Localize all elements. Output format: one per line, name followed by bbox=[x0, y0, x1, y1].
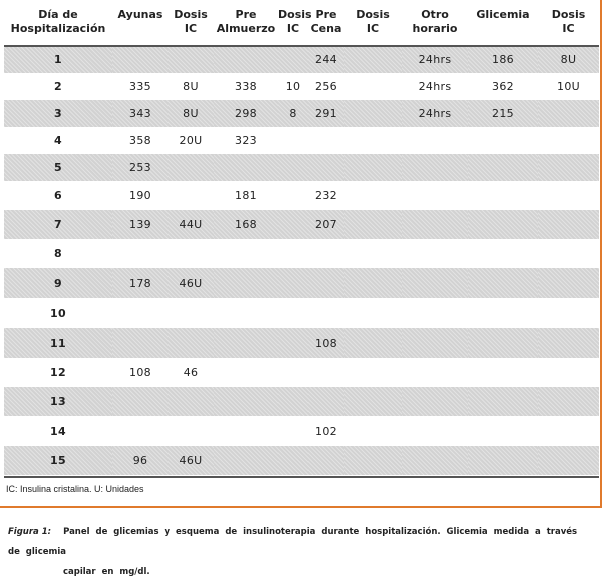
value-cell bbox=[344, 328, 402, 358]
table-row bbox=[4, 239, 599, 268]
day-cell: 10 bbox=[50, 306, 66, 320]
value-cell bbox=[402, 446, 468, 475]
value-cell bbox=[308, 358, 344, 387]
day-cell: 3 bbox=[4, 100, 112, 127]
value-cell bbox=[278, 210, 308, 239]
value-cell: 343 bbox=[112, 100, 168, 127]
value-cell bbox=[344, 154, 402, 181]
value-cell bbox=[344, 46, 402, 73]
value-cell bbox=[402, 416, 468, 446]
value-cell: 215 bbox=[468, 100, 538, 127]
value-cell bbox=[308, 387, 344, 416]
table-body bbox=[4, 46, 599, 475]
value-cell bbox=[344, 358, 402, 387]
value-cell bbox=[278, 387, 308, 416]
value-cell bbox=[112, 416, 168, 446]
value-cell: 207 bbox=[308, 210, 344, 239]
table-row bbox=[4, 181, 599, 210]
value-cell bbox=[402, 239, 468, 268]
value-cell bbox=[344, 100, 402, 127]
value-cell bbox=[214, 416, 278, 446]
value-cell bbox=[168, 239, 214, 268]
caption-line-1: Panel de glicemias y esquema de insulinoterapia durante hospitalización. Glicemia medida a través de glicemia bbox=[8, 527, 578, 557]
value-cell: 186 bbox=[468, 46, 538, 73]
value-cell bbox=[402, 358, 468, 387]
value-cell: 102 bbox=[315, 424, 337, 438]
value-cell bbox=[344, 446, 402, 475]
value-cell: 358 bbox=[129, 134, 151, 147]
table-row bbox=[4, 127, 599, 154]
value-cell bbox=[278, 46, 308, 73]
value-cell bbox=[468, 154, 538, 181]
value-cell bbox=[538, 154, 599, 181]
value-cell bbox=[538, 416, 599, 446]
column-header: Día de Hospitalización bbox=[10, 8, 106, 35]
column-header: Pre Almuerzo bbox=[216, 8, 276, 35]
value-cell bbox=[214, 46, 278, 73]
value-cell bbox=[344, 298, 402, 328]
table-row bbox=[4, 100, 599, 127]
value-cell bbox=[538, 127, 599, 154]
value-cell: 8U bbox=[183, 80, 199, 93]
value-cell bbox=[278, 181, 308, 210]
value-cell bbox=[112, 46, 168, 73]
value-cell bbox=[278, 154, 308, 181]
column-header: Dosis IC bbox=[356, 8, 390, 35]
value-cell bbox=[402, 387, 468, 416]
value-cell bbox=[168, 416, 214, 446]
table-row bbox=[4, 358, 599, 387]
column-header: Dosis IC bbox=[551, 8, 586, 35]
value-cell: 181 bbox=[235, 189, 257, 202]
value-cell: 44U bbox=[168, 210, 214, 239]
value-cell bbox=[402, 210, 468, 239]
value-cell bbox=[344, 127, 402, 154]
value-cell bbox=[278, 328, 308, 358]
value-cell bbox=[344, 239, 402, 268]
value-cell bbox=[168, 298, 214, 328]
value-cell bbox=[278, 298, 308, 328]
value-cell: 108 bbox=[308, 328, 344, 358]
value-cell: 46 bbox=[183, 366, 199, 379]
value-cell bbox=[468, 210, 538, 239]
value-cell bbox=[344, 210, 402, 239]
value-cell bbox=[214, 268, 278, 298]
caption-label: Figura 1: bbox=[8, 527, 52, 537]
value-cell bbox=[344, 268, 402, 298]
table-row bbox=[4, 387, 599, 416]
value-cell bbox=[538, 181, 599, 210]
value-cell: 168 bbox=[214, 210, 278, 239]
value-cell bbox=[308, 239, 344, 268]
value-cell: 24hrs bbox=[418, 80, 452, 93]
value-cell bbox=[168, 387, 214, 416]
value-cell bbox=[278, 268, 308, 298]
value-cell: 20U bbox=[179, 134, 203, 147]
value-cell: 8U bbox=[168, 100, 214, 127]
value-cell: 338 bbox=[235, 80, 257, 93]
value-cell bbox=[168, 181, 214, 210]
value-cell bbox=[112, 298, 168, 328]
value-cell: 24hrs bbox=[402, 100, 468, 127]
day-cell: 6 bbox=[54, 189, 62, 202]
column-header: Otro horario bbox=[412, 8, 458, 35]
day-cell: 5 bbox=[4, 154, 112, 181]
value-cell bbox=[402, 328, 468, 358]
value-cell bbox=[468, 387, 538, 416]
day-cell: 8 bbox=[54, 247, 62, 260]
value-cell bbox=[278, 127, 308, 154]
value-cell: 178 bbox=[112, 268, 168, 298]
value-cell: 139 bbox=[112, 210, 168, 239]
day-cell: 2 bbox=[54, 80, 62, 93]
value-cell bbox=[308, 268, 344, 298]
value-cell: 362 bbox=[492, 80, 514, 93]
column-header: Pre Cena bbox=[310, 8, 342, 35]
value-cell: 10 bbox=[285, 80, 301, 93]
value-cell bbox=[308, 446, 344, 475]
value-cell bbox=[278, 446, 308, 475]
value-cell: 96 bbox=[112, 446, 168, 475]
table-footnote: IC: Insulina cristalina. U: Unidades bbox=[6, 484, 144, 494]
day-cell: 12 bbox=[50, 366, 66, 379]
table-row bbox=[4, 328, 599, 358]
value-cell bbox=[538, 328, 599, 358]
value-cell bbox=[538, 358, 599, 387]
value-cell bbox=[308, 298, 344, 328]
table-row bbox=[4, 298, 599, 328]
value-cell: 232 bbox=[315, 189, 337, 202]
value-cell bbox=[468, 298, 538, 328]
value-cell: 335 bbox=[129, 80, 151, 93]
table-row bbox=[4, 446, 599, 475]
header-row bbox=[4, 6, 599, 46]
value-cell bbox=[468, 358, 538, 387]
table-row bbox=[4, 268, 599, 298]
value-cell: 323 bbox=[235, 134, 257, 147]
value-cell bbox=[168, 328, 214, 358]
value-cell bbox=[278, 358, 308, 387]
table-row bbox=[4, 154, 599, 181]
value-cell bbox=[214, 446, 278, 475]
value-cell bbox=[402, 268, 468, 298]
caption-line-2: capilar en mg/dl. bbox=[63, 567, 150, 577]
glycemia-table bbox=[4, 6, 599, 475]
value-cell: 46U bbox=[168, 446, 214, 475]
value-cell bbox=[468, 239, 538, 268]
value-cell bbox=[214, 154, 278, 181]
value-cell bbox=[344, 73, 402, 100]
value-cell bbox=[538, 387, 599, 416]
value-cell bbox=[402, 298, 468, 328]
value-cell bbox=[344, 181, 402, 210]
value-cell bbox=[112, 387, 168, 416]
day-cell: 14 bbox=[50, 424, 66, 438]
value-cell: 24hrs bbox=[402, 46, 468, 73]
column-header: Dosis IC bbox=[278, 8, 312, 35]
table-row bbox=[4, 210, 599, 239]
day-cell: 11 bbox=[4, 328, 112, 358]
value-cell bbox=[214, 387, 278, 416]
value-cell bbox=[538, 239, 599, 268]
value-cell bbox=[168, 46, 214, 73]
value-cell bbox=[538, 268, 599, 298]
value-cell: 190 bbox=[129, 189, 151, 202]
column-header: Dosis IC bbox=[174, 8, 208, 35]
table-row bbox=[4, 416, 599, 446]
value-cell bbox=[214, 239, 278, 268]
table-row bbox=[4, 73, 599, 100]
value-cell: 8U bbox=[538, 46, 599, 73]
value-cell: 108 bbox=[129, 366, 151, 379]
value-cell: 10U bbox=[557, 80, 580, 93]
value-cell bbox=[468, 416, 538, 446]
table-row bbox=[4, 46, 599, 73]
value-cell: 256 bbox=[315, 80, 337, 93]
value-cell bbox=[402, 154, 468, 181]
value-cell bbox=[308, 154, 344, 181]
value-cell bbox=[344, 387, 402, 416]
day-cell: 15 bbox=[4, 446, 112, 475]
value-cell bbox=[402, 181, 468, 210]
column-header: Glicemia bbox=[476, 8, 530, 21]
value-cell: 253 bbox=[112, 154, 168, 181]
value-cell bbox=[402, 127, 468, 154]
value-cell bbox=[468, 127, 538, 154]
value-cell: 46U bbox=[168, 268, 214, 298]
value-cell bbox=[468, 268, 538, 298]
value-cell bbox=[168, 154, 214, 181]
value-cell bbox=[538, 298, 599, 328]
column-header: Ayunas bbox=[117, 8, 163, 21]
value-cell bbox=[468, 446, 538, 475]
value-cell bbox=[214, 328, 278, 358]
value-cell bbox=[344, 416, 402, 446]
value-cell bbox=[308, 127, 344, 154]
day-cell: 7 bbox=[4, 210, 112, 239]
value-cell: 244 bbox=[308, 46, 344, 73]
value-cell: 8 bbox=[278, 100, 308, 127]
bottom-rule bbox=[4, 476, 599, 478]
day-cell: 13 bbox=[4, 387, 112, 416]
value-cell bbox=[112, 239, 168, 268]
value-cell: 291 bbox=[308, 100, 344, 127]
header-rule bbox=[4, 45, 599, 47]
day-cell: 4 bbox=[54, 134, 62, 147]
value-cell bbox=[278, 239, 308, 268]
value-cell bbox=[214, 298, 278, 328]
value-cell bbox=[468, 328, 538, 358]
value-cell bbox=[214, 358, 278, 387]
value-cell bbox=[538, 446, 599, 475]
day-cell: 9 bbox=[4, 268, 112, 298]
day-cell: 1 bbox=[4, 46, 112, 73]
value-cell bbox=[538, 210, 599, 239]
value-cell bbox=[112, 328, 168, 358]
figure-caption bbox=[8, 522, 590, 582]
value-cell bbox=[278, 416, 308, 446]
value-cell: 298 bbox=[214, 100, 278, 127]
value-cell bbox=[468, 181, 538, 210]
value-cell bbox=[538, 100, 599, 127]
